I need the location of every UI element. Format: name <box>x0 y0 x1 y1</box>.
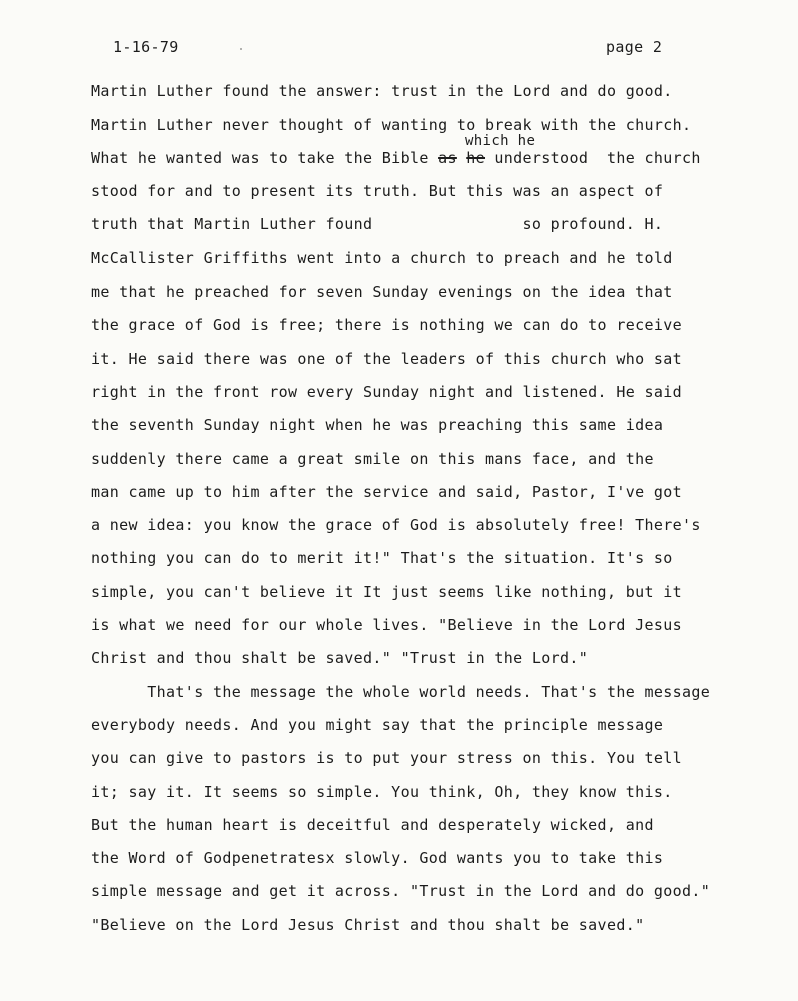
text-line-3 <box>91 149 701 167</box>
text-line-9: it. He said there was one of the leaders of this church who sat <box>91 350 682 368</box>
text-line-20: everybody needs. And you might say that the principle message <box>91 716 664 734</box>
text-line-16: simple, you can't believe it It just seems like nothing, but it <box>91 583 682 601</box>
text-line-4: stood for and to present its truth. But this was an aspect of <box>91 182 664 200</box>
text-line-15: nothing you can do to merit it!" That's the situation. It's so <box>91 549 673 567</box>
struck-word-as: as <box>438 149 457 167</box>
text-line-22: it; say it. It seems so simple. You think, Oh, they know this. <box>91 783 673 801</box>
text-line-3-start: What he wanted was to take the Bible <box>91 149 439 167</box>
text-line-25: simple message and get it across. "Trust in the Lord and do good." <box>91 882 711 900</box>
text-line-19: That's the message the whole world needs. That's the message <box>91 683 711 701</box>
text-line-11: the seventh Sunday night when he was preaching this same idea <box>91 416 664 434</box>
text-line-21: you can give to pastors is to put your stress on this. You tell <box>91 749 682 767</box>
text-line-5: truth that Martin Luther found so profound. H. <box>91 215 664 233</box>
struck-word-he: he <box>466 149 486 167</box>
text-line-24: the Word of Godpenetratesx slowly. God wants you to take this <box>91 849 664 867</box>
text-line-13: man came up to him after the service and said, Pastor, I've got <box>91 483 682 501</box>
page-date: 1-16-79 <box>113 38 179 56</box>
page-number: page 2 <box>606 38 663 56</box>
text-line-1: Martin Luther found the answer: trust in the Lord and do good. <box>91 82 673 100</box>
text-line-14: a new idea: you know the grace of God is absolutely free! There's <box>91 516 701 534</box>
text-line-23: But the human heart is deceitful and desperately wicked, and <box>91 816 654 834</box>
text-line-17: is what we need for our whole lives. "Believe in the Lord Jesus <box>91 616 682 634</box>
text-line-2: Martin Luther never thought of wanting to break with the church. <box>91 116 692 134</box>
text-line-26: "Believe on the Lord Jesus Christ and thou shalt be saved." <box>91 916 645 934</box>
text-line-12: suddenly there came a great smile on this mans face, and the <box>91 450 654 468</box>
text-line-7: me that he preached for seven Sunday evenings on the idea that <box>91 283 673 301</box>
text-line-6: McCallister Griffiths went into a church to preach and he told <box>91 249 673 267</box>
text-line-18: Christ and thou shalt be saved." "Trust in the Lord." <box>91 649 589 667</box>
text-line-8: the grace of God is free; there is nothing we can do to receive <box>91 316 682 334</box>
text-line-3-end: understood the church <box>485 149 701 167</box>
text-line-10: right in the front row every Sunday night and listened. He said <box>91 383 682 401</box>
speck-mark <box>240 48 242 50</box>
handwritten-insert: which he <box>465 133 536 149</box>
